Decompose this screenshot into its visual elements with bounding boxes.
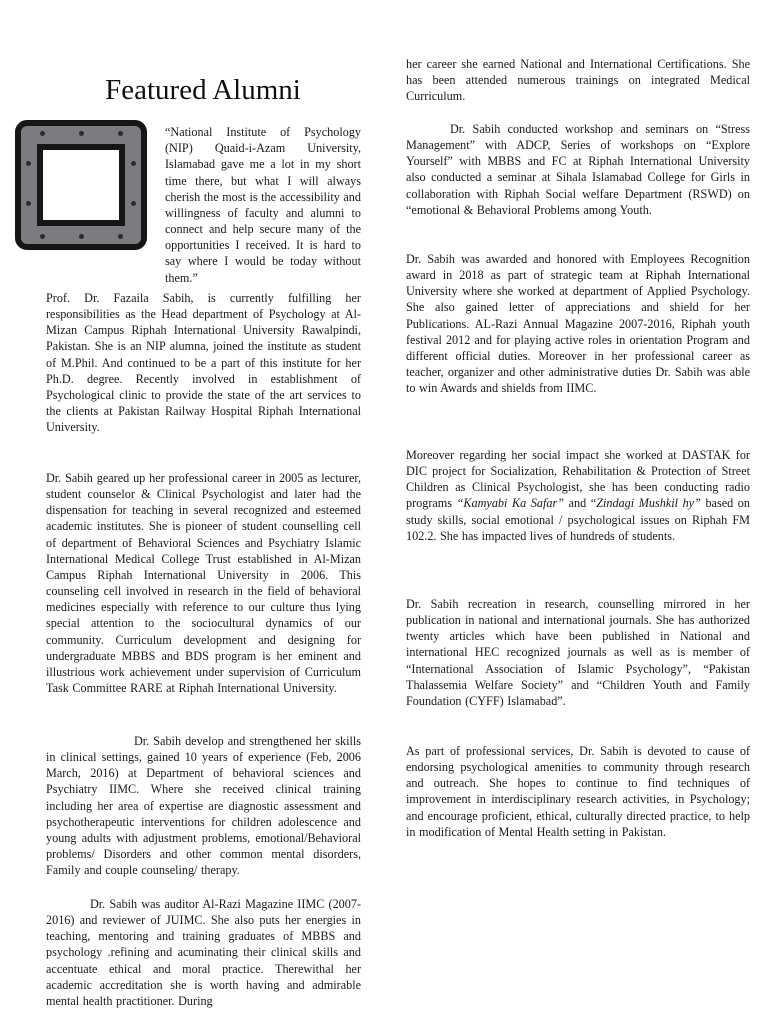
alumni-quote-block bbox=[46, 108, 361, 286]
bio-paragraph-8: Moreover regarding her social impact she worked at DASTAK for DIC project for Socialization, Rehabilitation & Protection of Street Children as Clinical Psychologist, she has been conducting radio programs “Kamyabi Ka Safar” and “Zindagi Mushkil hy” based on study skills, social emotional / psychological issues on Riphah FM 102.2. She has impacted lives of hundreds of students. bbox=[406, 448, 750, 543]
bio-paragraph-10: As part of professional services, Dr. Sabih is devoted to cause of endorsing psychological amenities to community through research and outreach. She hopes to continue to find techniques of improvement in interdisciplinary research activities, in Psychology; and encourage proficient, ethical, culturally directed practice, to help in modification of Mental Health setting in Pakistan. bbox=[406, 744, 750, 839]
radio-program-title-2: Zindagi Mushkil hy” bbox=[596, 496, 701, 511]
bio-paragraph-3: Dr. Sabih develop and strengthened her skills in clinical settings, gained 10 years of experience (Feb, 2006 March, 2016) at Department of behavioral sciences and Psychiatry IIMC. Where she received clinical training including her area of expertise are diagnostic assessment and psychotherapeutic interventions for children adolescence and young adults with adjustment problems, emotional/Behavioral problems/ Disorders and other common mental disorders, Family and couple counseling/ therapy. bbox=[46, 734, 361, 878]
alumni-quote: “National Institute of Psychology (NIP) Quaid-i-Azam University, Islamabad gave me a lot in my short time there, but what I will always cherish the most is the accessibility and willingness of faculty and alumni to connect and help secure many of the opportunities I received. It is hard to say where I would be today without them.” bbox=[165, 125, 361, 285]
bio-paragraph-2: Dr. Sabih geared up her professional career in 2005 as lecturer, student counselor & Clinical Psychologist and later had the dispensation for teaching in several recognized and esteemed academic institutes. She is pioneer of student counselling cell of department of Behavioral Sciences and Psychiatry Islamic International Medical College Trust established in Al-Mizan Campus Riphah International University in 2006. This counseling cell involved in research in the field of behavioral medicines especially with reference to our culture thus lying special attention to the sociocultural dynamics of our community. Curriculum development and designing for undergraduate MBBS and BDS program is her eminent and illustrious work achievement under supervision of Curriculum Task Committee RARE at Riphah International University. bbox=[46, 471, 361, 696]
bio-paragraph-5: her career she earned National and International Certifications. She has been attended numerous trainings on integrated Medical Curriculum. bbox=[406, 57, 750, 104]
bio-paragraph-6: Dr. Sabih conducted workshop and seminars on “Stress Management” with ADCP, Series of workshops on “Explore Yourself” with MBBS and FC at Riphah International University also conducted a seminar at Sihala Islamabad College for Girls in collaboration with Riphah Social welfare Department (RSWD) on “emotional & Behavioral Problems among Youth. bbox=[406, 122, 750, 217]
bio-paragraph-1: Prof. Dr. Fazaila Sabih, is currently fulfilling her responsibilities as the Head department of Psychology at Al-Mizan Campus Riphah International University Rawalpindi, Pakistan. She is an NIP alumna, joined the institute as student of M.Phil. And continued to be a part of this institute for her Ph.D. degree. Recently involved in establishment of Psychological clinic to provide the state of the art services to the clients at Pakistan Railway Hospital Riphah International University. bbox=[46, 291, 361, 435]
bio-paragraph-7: Dr. Sabih was awarded and honored with Employees Recognition award in 2018 as part of strategic team at Riphah International University where she worked at department of Applied Psychology. She also gained letter of appreciations and shield for her Publications. AL-Razi Annual Magazine 2007-2016, Riphah youth festival 2012 and for playing active roles in orientation Program and different official duties. Moreover in her professional career as teacher, organizer and other administrative duties Dr. Sabih was able to win Awards and shields from IIMC. bbox=[406, 252, 750, 396]
bio-paragraph-4: Dr. Sabih was auditor Al-Razi Magazine IIMC (2007- 2016) and reviewer of JUIMC. She also puts her energies in teaching, mentoring and training graduates of MBBS and psychology .refining and acuminating their clinical skills and accentuate ethical and moral practice. Therewithal her academic accreditation she is worth having and admirable mental health practitioner. During bbox=[46, 897, 361, 1008]
bio-paragraph-9: Dr. Sabih recreation in research, counselling mirrored in her publication in national and international journals. She has authorized twenty articles which have been published in National and international HEC recognized journals as well as is member of “International Association of Islamic Psychology”, “Pakistan Thalassemia Welfare Society” and “Children Youth and Family Foundation (CYFF) Islamabad”. bbox=[406, 597, 750, 708]
radio-program-title-1: “Kamyabi Ka Safar” bbox=[456, 496, 565, 511]
right-column bbox=[406, 0, 750, 839]
page-title: Featured Alumni bbox=[105, 74, 301, 106]
